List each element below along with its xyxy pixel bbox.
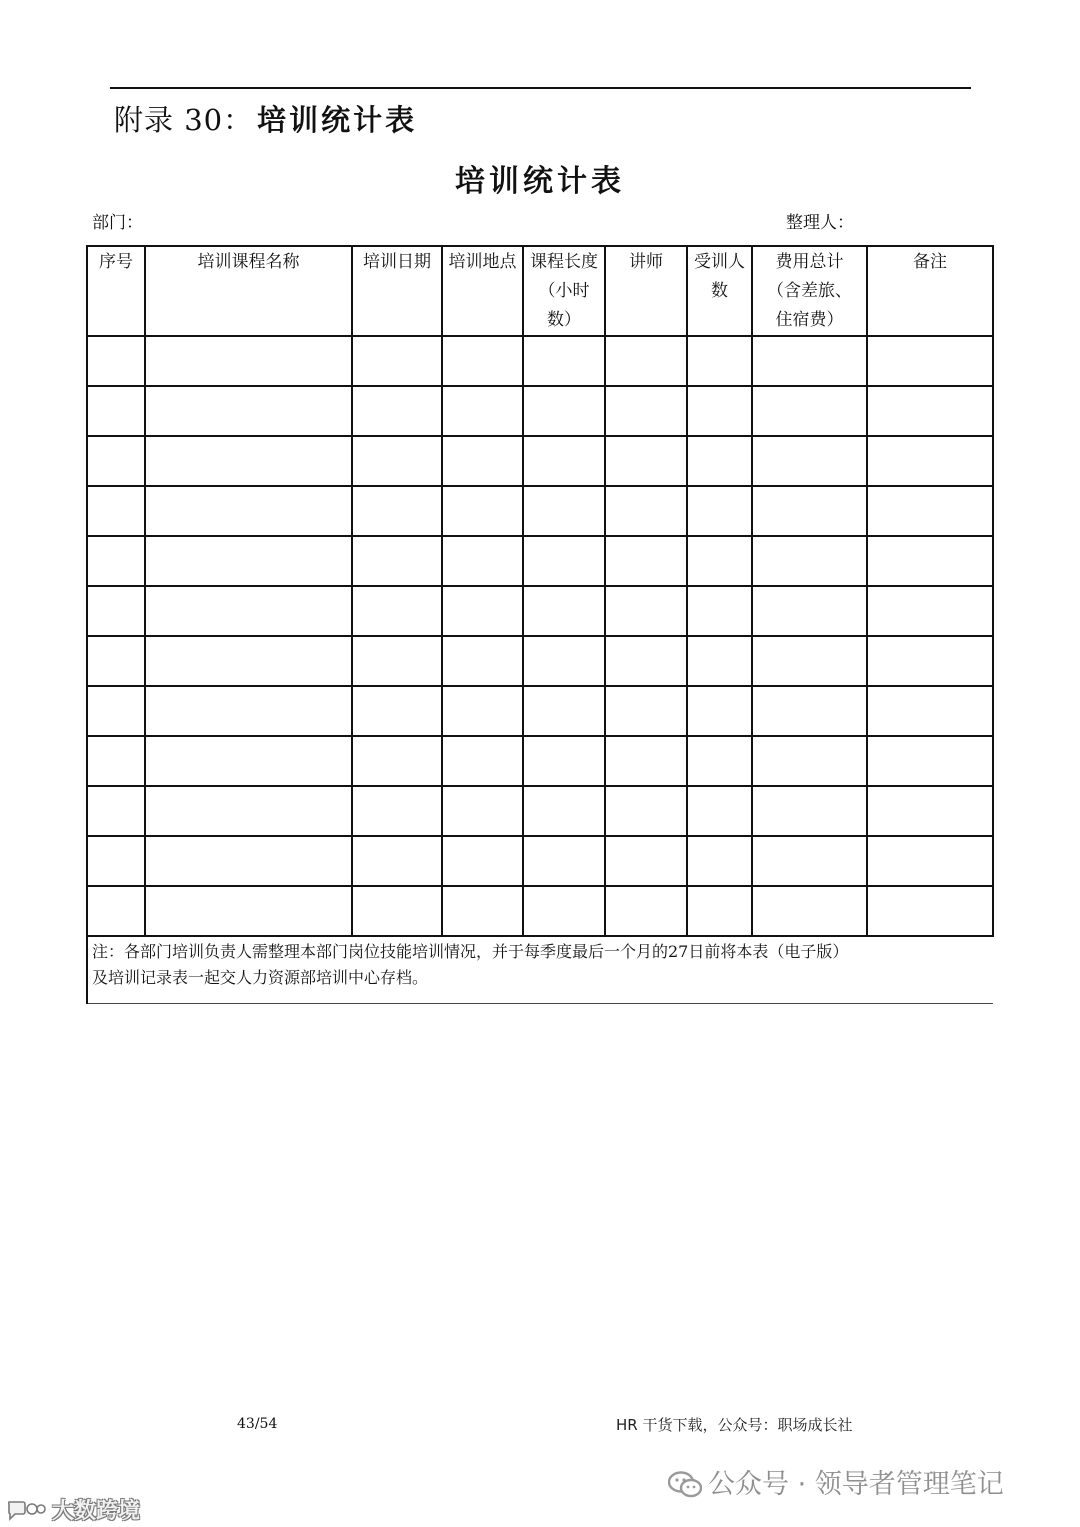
column-header bbox=[87, 246, 145, 336]
blank-cell[interactable] bbox=[523, 336, 605, 386]
blank-cell[interactable] bbox=[87, 886, 145, 936]
blank-cell[interactable] bbox=[687, 536, 752, 586]
blank-cell[interactable] bbox=[523, 736, 605, 786]
blank-cell[interactable] bbox=[442, 686, 523, 736]
column-header bbox=[442, 246, 523, 336]
page-number: 43/54 bbox=[237, 1416, 278, 1432]
blank-cell[interactable] bbox=[867, 436, 993, 486]
column-header bbox=[752, 246, 867, 336]
blank-cell[interactable] bbox=[352, 586, 442, 636]
blank-cell[interactable] bbox=[687, 336, 752, 386]
blank-cell[interactable] bbox=[352, 386, 442, 436]
column-header-line: （小时 bbox=[538, 281, 590, 301]
footer-source: HR 干货下载，公众号：职场成长社 bbox=[616, 1416, 853, 1434]
blank-cell[interactable] bbox=[442, 586, 523, 636]
column-header-line: 培训日期 bbox=[363, 252, 431, 272]
blank-cell[interactable] bbox=[352, 686, 442, 736]
table-row bbox=[87, 836, 993, 886]
blank-cell[interactable] bbox=[605, 486, 687, 536]
blank-cell[interactable] bbox=[867, 786, 993, 836]
blank-cell[interactable] bbox=[752, 486, 867, 536]
training-stats-table bbox=[86, 245, 994, 1004]
blank-cell[interactable] bbox=[687, 786, 752, 836]
blank-cell[interactable] bbox=[87, 586, 145, 636]
blank-cell[interactable] bbox=[442, 536, 523, 586]
note-text bbox=[87, 936, 993, 1004]
wechat-account-text: 公众号 · 领导者管理笔记 bbox=[708, 1469, 1004, 1500]
note-line: 注：各部门培训负责人需整理本部门岗位技能培训情况，并于每季度最后一个月的27日前将本表（电子版） bbox=[92, 942, 849, 961]
blank-cell[interactable] bbox=[352, 486, 442, 536]
blank-cell[interactable] bbox=[605, 636, 687, 686]
blank-cell[interactable] bbox=[523, 586, 605, 636]
blank-cell[interactable] bbox=[352, 736, 442, 786]
blank-cell[interactable] bbox=[687, 736, 752, 786]
blank-cell[interactable] bbox=[867, 536, 993, 586]
blank-cell[interactable] bbox=[867, 836, 993, 886]
blank-cell[interactable] bbox=[145, 636, 352, 686]
blank-cell[interactable] bbox=[752, 686, 867, 736]
blank-cell[interactable] bbox=[605, 836, 687, 886]
blank-cell[interactable] bbox=[145, 836, 352, 886]
blank-cell[interactable] bbox=[145, 386, 352, 436]
blank-cell[interactable] bbox=[352, 886, 442, 936]
blank-cell[interactable] bbox=[442, 786, 523, 836]
blank-cell[interactable] bbox=[752, 886, 867, 936]
blank-cell[interactable] bbox=[523, 686, 605, 736]
blank-cell[interactable] bbox=[867, 886, 993, 936]
blank-cell[interactable] bbox=[523, 536, 605, 586]
blank-cell[interactable] bbox=[523, 436, 605, 486]
blank-cell[interactable] bbox=[752, 536, 867, 586]
blank-cell[interactable] bbox=[605, 886, 687, 936]
blank-cell[interactable] bbox=[352, 636, 442, 686]
form-title: 培训统计表 bbox=[455, 164, 625, 199]
blank-cell[interactable] bbox=[352, 786, 442, 836]
blank-cell[interactable] bbox=[87, 486, 145, 536]
blank-cell[interactable] bbox=[523, 886, 605, 936]
column-header-line: 序号 bbox=[99, 252, 133, 272]
blank-cell[interactable] bbox=[145, 336, 352, 386]
blank-cell[interactable] bbox=[687, 886, 752, 936]
table-row bbox=[87, 586, 993, 636]
column-header bbox=[867, 246, 993, 336]
column-header-line: 课程长度 bbox=[530, 252, 598, 272]
column-header bbox=[523, 246, 605, 336]
blank-cell[interactable] bbox=[442, 736, 523, 786]
column-header-line: 受训人 bbox=[694, 252, 745, 272]
corner-watermark-text: 大数跨境 bbox=[52, 1499, 141, 1524]
department-label: 部门： bbox=[92, 213, 143, 233]
column-header-line: 讲师 bbox=[629, 252, 663, 272]
blank-cell[interactable] bbox=[442, 836, 523, 886]
blank-cell[interactable] bbox=[605, 386, 687, 436]
blank-cell[interactable] bbox=[867, 486, 993, 536]
table-row bbox=[87, 336, 993, 386]
wechat-icon bbox=[668, 1471, 702, 1499]
blank-cell[interactable] bbox=[867, 336, 993, 386]
appendix-heading bbox=[114, 98, 417, 139]
blank-cell[interactable] bbox=[605, 336, 687, 386]
blank-cell[interactable] bbox=[442, 486, 523, 536]
column-header-line: 培训地点 bbox=[448, 252, 517, 272]
blank-cell[interactable] bbox=[145, 486, 352, 536]
blank-cell[interactable] bbox=[605, 686, 687, 736]
blank-cell[interactable] bbox=[352, 436, 442, 486]
wechat-watermark bbox=[668, 1462, 1004, 1501]
blank-cell[interactable] bbox=[752, 786, 867, 836]
blank-cell[interactable] bbox=[352, 336, 442, 386]
blank-cell[interactable] bbox=[687, 386, 752, 436]
blank-cell[interactable] bbox=[442, 386, 523, 436]
column-header bbox=[145, 246, 352, 336]
blank-cell[interactable] bbox=[523, 636, 605, 686]
blank-cell[interactable] bbox=[605, 586, 687, 636]
top-rule bbox=[110, 87, 971, 89]
blank-cell[interactable] bbox=[752, 336, 867, 386]
table-row bbox=[87, 886, 993, 936]
blank-cell[interactable] bbox=[87, 536, 145, 586]
blank-cell[interactable] bbox=[605, 536, 687, 586]
blank-cell[interactable] bbox=[752, 436, 867, 486]
blank-cell[interactable] bbox=[145, 536, 352, 586]
blank-cell[interactable] bbox=[867, 586, 993, 636]
blank-cell[interactable] bbox=[145, 586, 352, 636]
blank-cell[interactable] bbox=[523, 486, 605, 536]
blank-cell[interactable] bbox=[605, 736, 687, 786]
blank-cell[interactable] bbox=[752, 586, 867, 636]
blank-cell[interactable] bbox=[352, 536, 442, 586]
blank-cell[interactable] bbox=[442, 436, 523, 486]
blank-cell[interactable] bbox=[87, 386, 145, 436]
blank-cell[interactable] bbox=[87, 736, 145, 786]
table-row bbox=[87, 386, 993, 436]
appendix-title: 培训统计表 bbox=[257, 103, 418, 137]
table-row bbox=[87, 636, 993, 686]
blank-cell[interactable] bbox=[442, 336, 523, 386]
blank-cell[interactable] bbox=[145, 886, 352, 936]
blank-cell[interactable] bbox=[87, 436, 145, 486]
blank-cell[interactable] bbox=[867, 386, 993, 436]
blank-cell[interactable] bbox=[687, 586, 752, 636]
column-header-line: 备注 bbox=[913, 252, 947, 272]
blank-cell[interactable] bbox=[605, 436, 687, 486]
blank-cell[interactable] bbox=[442, 886, 523, 936]
appendix-prefix: 附录 30： bbox=[114, 103, 254, 137]
blank-cell[interactable] bbox=[145, 436, 352, 486]
blank-cell[interactable] bbox=[523, 386, 605, 436]
blank-cell[interactable] bbox=[87, 336, 145, 386]
column-header-line: 住宿费） bbox=[775, 310, 844, 330]
blank-cell[interactable] bbox=[145, 736, 352, 786]
table-row bbox=[87, 486, 993, 536]
blank-cell[interactable] bbox=[867, 736, 993, 786]
blank-cell[interactable] bbox=[145, 686, 352, 736]
table-row bbox=[87, 786, 993, 836]
column-header-line: 数 bbox=[711, 281, 728, 301]
table-header-row bbox=[87, 246, 993, 336]
blank-cell[interactable] bbox=[752, 636, 867, 686]
chat-bubbles-icon bbox=[6, 1498, 46, 1522]
column-header-line: 数） bbox=[547, 310, 581, 330]
blank-cell[interactable] bbox=[752, 386, 867, 436]
table-row bbox=[87, 536, 993, 586]
blank-cell[interactable] bbox=[605, 786, 687, 836]
column-header bbox=[352, 246, 442, 336]
column-header bbox=[687, 246, 752, 336]
blank-cell[interactable] bbox=[87, 836, 145, 886]
blank-cell[interactable] bbox=[752, 836, 867, 886]
column-header-line: （含差旅、 bbox=[767, 281, 852, 301]
blank-cell[interactable] bbox=[523, 786, 605, 836]
blank-cell[interactable] bbox=[687, 836, 752, 886]
blank-cell[interactable] bbox=[752, 736, 867, 786]
table-row bbox=[87, 436, 993, 486]
note-row bbox=[87, 936, 993, 1004]
blank-cell[interactable] bbox=[87, 686, 145, 736]
table-row bbox=[87, 736, 993, 786]
note-line: 及培训记录表一起交人力资源部培训中心存档。 bbox=[92, 968, 429, 987]
blank-cell[interactable] bbox=[352, 836, 442, 886]
blank-cell[interactable] bbox=[867, 686, 993, 736]
column-header-line: 培训课程名称 bbox=[197, 252, 300, 272]
blank-cell[interactable] bbox=[523, 836, 605, 886]
blank-cell[interactable] bbox=[687, 636, 752, 686]
blank-cell[interactable] bbox=[87, 636, 145, 686]
corner-watermark bbox=[6, 1494, 140, 1525]
blank-cell[interactable] bbox=[87, 786, 145, 836]
blank-cell[interactable] bbox=[687, 436, 752, 486]
organizer-label: 整理人： bbox=[786, 213, 854, 233]
blank-cell[interactable] bbox=[867, 636, 993, 686]
blank-cell[interactable] bbox=[687, 486, 752, 536]
blank-cell[interactable] bbox=[442, 636, 523, 686]
blank-cell[interactable] bbox=[145, 786, 352, 836]
blank-cell[interactable] bbox=[687, 686, 752, 736]
table-row bbox=[87, 686, 993, 736]
column-header bbox=[605, 246, 687, 336]
column-header-line: 费用总计 bbox=[775, 252, 844, 272]
